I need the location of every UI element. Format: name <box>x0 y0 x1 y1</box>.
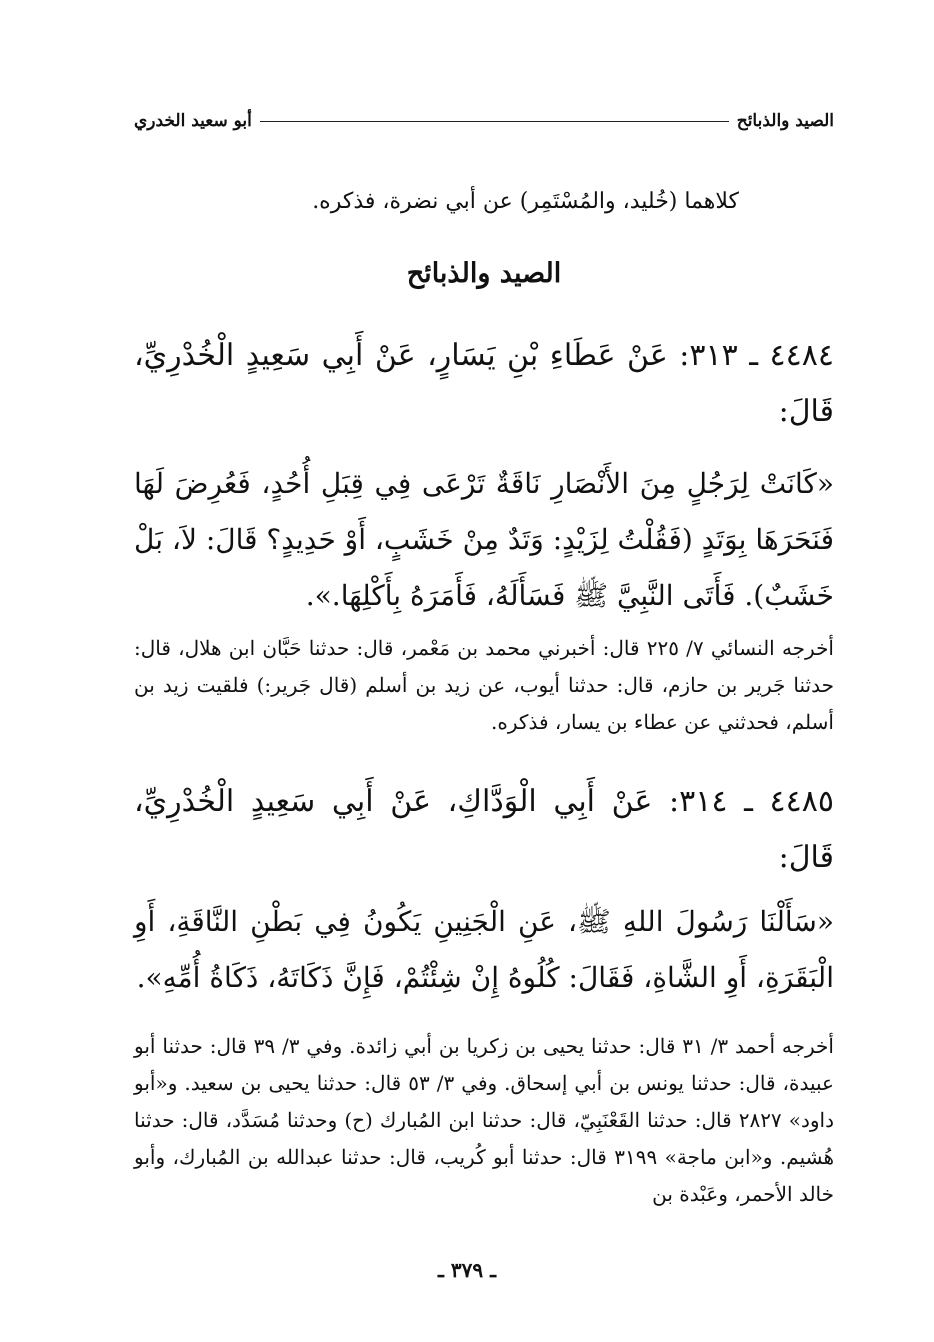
header-chapter-title: الصيد والذبائح <box>736 111 834 131</box>
hadith-takhrij: أخرجه النسائي ٧/ ٢٢٥ قال: أخبرني محمد بن مَعْمر، قال: حدثنا حَبَّان ابن هلال، قال: حدثنا جَرير بن حازم، قال: حدثنا أيوب، عن زيد بن أسلم (قال جَرير:) فلقيت زيد بن أسلم، فحدثني عن عطاء بن يسار، فذكره. <box>134 636 834 734</box>
hadith-takhrij: أخرجه أحمد ٣/ ٣١ قال: حدثنا يحيى بن زكريا بن أبي زائدة. وفي ٣/ ٣٩ قال: حدثنا أبو عبيدة، قال: حدثنا يونس بن أبي إسحاق. وفي ٣/ ٥٣ قال: حدثنا يحيى بن سعيد. و«أبو داود» ٢٨٢٧ قال: حدثنا القَعْنَبِيّ، قال: حدثنا ابن المُبارك (ح) وحدثنا مُسَدَّد، قال: حدثنا هُشيم. و«ابن ماجة» ٣١٩٩ قال: حدثنا أبو كُريب، قال: حدثنا عبدالله بن المُبارك، وأبو خالد الأحمر، وعَبْدة بن <box>134 1034 834 1206</box>
hadith-text: «كَانَتْ لِرَجُلٍ مِنَ الأَنْصَارِ نَاقَةٌ تَرْعَى فِي قِبَلِ أُحُدٍ، فَعُرِضَ لَهَا فَنَحَرَهَا بِوَتَدٍ (فَقُلْتُ لِزَيْدٍ: وَتَدٌ مِنْ خَشَبٍ، أَوْ حَدِيدٍ؟ قَالَ: لاَ، بَلْ خَشَبٌ). فَأَتَى النَّبِيَّ ﷺ فَسَأَلَهُ، فَأَمَرَهُ بِأَكْلِهَا.». <box>134 467 834 612</box>
header-rule <box>260 121 729 122</box>
page-number: ـ ٣٧٩ ـ <box>438 1258 496 1282</box>
intro-line: كلاهما (خُليد، والمُسْتَمِر) عن أبي نضرة، فذكره. <box>312 189 739 214</box>
hadith-number-line: ٤٤٨٤ ـ ٣١٣: عَنْ عَطَاءِ بْنِ يَسَارٍ، عَنْ أَبِي سَعِيدٍ الْخُدْرِيِّ، قَالَ: <box>134 338 834 429</box>
hadith-text: «سَأَلْنَا رَسُولَ اللهِ ﷺ، عَنِ الْجَنِينِ يَكُونُ فِي بَطْنِ النَّاقَةِ، أَوِ الْبَقَرَةِ، أَوِ الشَّاةِ، فَقَالَ: كُلُوهُ إِنْ شِئْتُمْ، فَإِنَّ ذَكَاتَهُ، ذَكَاةُ أُمِّهِ». <box>134 905 834 994</box>
chapter-title: الصيد والذبائح <box>406 258 562 289</box>
header-companion-name: أبو سعيد الخدري <box>134 111 252 131</box>
hadith-number-line: ٤٤٨٥ ـ ٣١٤: عَنْ أَبِي الْوَدَّاكِ، عَنْ أَبِي سَعِيدٍ الْخُدْرِيِّ، قَالَ: <box>134 784 834 875</box>
running-header <box>134 104 834 138</box>
